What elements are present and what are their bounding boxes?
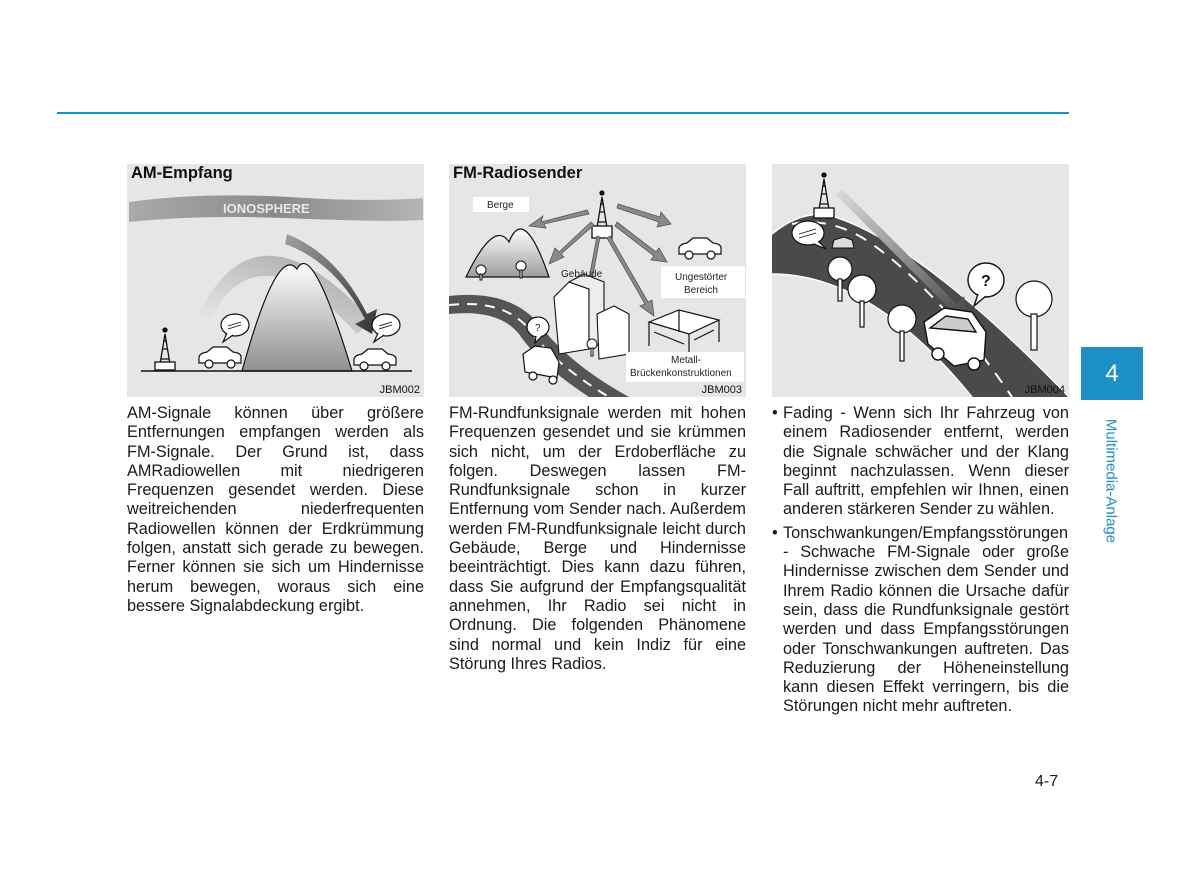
column-am-text — [127, 404, 424, 616]
top-rule — [57, 112, 1069, 114]
music-note-bubble-icon — [221, 314, 249, 342]
chapter-tab — [1081, 347, 1143, 400]
bridge-icon — [649, 310, 719, 356]
label-undisturbed-1: Ungestörter — [675, 272, 728, 283]
figure-code: JBM003 — [701, 384, 742, 396]
car-icon — [354, 349, 396, 370]
column-fm-text — [449, 404, 746, 674]
figure-code: JBM002 — [379, 384, 420, 396]
svg-text:?: ? — [981, 273, 991, 290]
question-bubble-icon — [968, 263, 1004, 306]
label-berge: Berge — [487, 200, 514, 211]
car-icon — [199, 347, 241, 368]
figure-fading — [772, 164, 1069, 397]
label-metal-2: Brückenkonstruktionen — [630, 368, 732, 379]
fm-illustration — [449, 164, 746, 397]
figure-code: JBM004 — [1024, 384, 1065, 396]
bullet-item: • Fading - Wenn sich Ihr Fahrzeug von einem Radiosender entfernt, werden die Signale schwächer und der Klang beginnt nachzulassen. Wenn dieser Fall auftritt, empfehlen wir Ihnen, einen anderen stärkeren Sender zu wählen. — [772, 404, 1069, 520]
car-icon — [523, 346, 559, 384]
bullet-item: • Tonschwankungen/Empfangsstörungen - Schwache FM-Signale oder große Hindernisse zwischen dem Sender und Ihrem Radio können die Ursache dafür sein, dass die Rundfunksignale gestört werden und dass Empfangsstörungen oder Tonschwankungen auftreten. Das Reduzierung der Höheneinstellung kann diesen Effekt verringern, bis die Störungen nicht mehr auftreten. — [772, 524, 1069, 717]
bullet-list — [772, 404, 1069, 717]
radio-tower-icon — [155, 328, 175, 370]
figure-am-reception — [127, 164, 424, 397]
figure-fm-transmitter — [449, 164, 746, 397]
fading-illustration — [772, 164, 1069, 397]
chapter-number: 4 — [1105, 359, 1119, 387]
chapter-label-text: Multimedia-Anlage — [1102, 418, 1120, 544]
music-note-bubble-icon — [372, 314, 400, 342]
paragraph: AM-Signale können über größere Entfernungen empfangen werden als FM-Signale. Der Grund ist, dass AMRadiowellen mit niedrigeren Frequenzen gesendet werden. Diese weitreichenden niederfrequenten Radiowellen können der Erdkrümmung folgen, anstatt sich gerade zu bewegen. Ferner können sie sich um Hindernisse herum bewegen, woraus sich eine bessere Signalabdeckung ergibt. — [127, 404, 424, 615]
car-icon — [679, 238, 721, 259]
label-undisturbed-2: Bereich — [684, 285, 718, 296]
figure-title: AM-Empfang — [131, 164, 233, 182]
svg-text:?: ? — [535, 323, 541, 334]
radio-tower-icon — [592, 191, 612, 238]
paragraph: FM-Rundfunksignale werden mit hohen Frequenzen gesendet und sie krümmen sich nicht, um der Erdoberfläche zu folgen. Deswegen lassen FM-Rundfunksignale schon in kurzer Entfernung vom Sender nach. Außerdem werden FM-Rundfunksignale leicht durch Gebäude, Berge und Hindernisse beeinträchtigt. Dies kann dazu führen, dass Sie aufgrund der Empfangsqualität annehmen, Ihr Radio sei nicht in Ordnung. Die folgenden Phänomene sind normal und kein Indiz für eine Störung Ihres Radios. — [449, 404, 746, 673]
radio-tower-icon — [814, 173, 834, 218]
column-phenomena-text — [772, 404, 1069, 721]
chapter-label — [1096, 407, 1126, 555]
am-illustration — [127, 164, 424, 397]
mountain-icon — [242, 263, 352, 371]
page-number: 4-7 — [1035, 773, 1059, 790]
figure-title: FM-Radiosender — [453, 164, 583, 182]
label-gebaeude: Gebäude — [561, 269, 603, 280]
ionosphere-label: IONOSPHERE — [223, 201, 310, 216]
label-metal-1: Metall- — [671, 355, 702, 366]
